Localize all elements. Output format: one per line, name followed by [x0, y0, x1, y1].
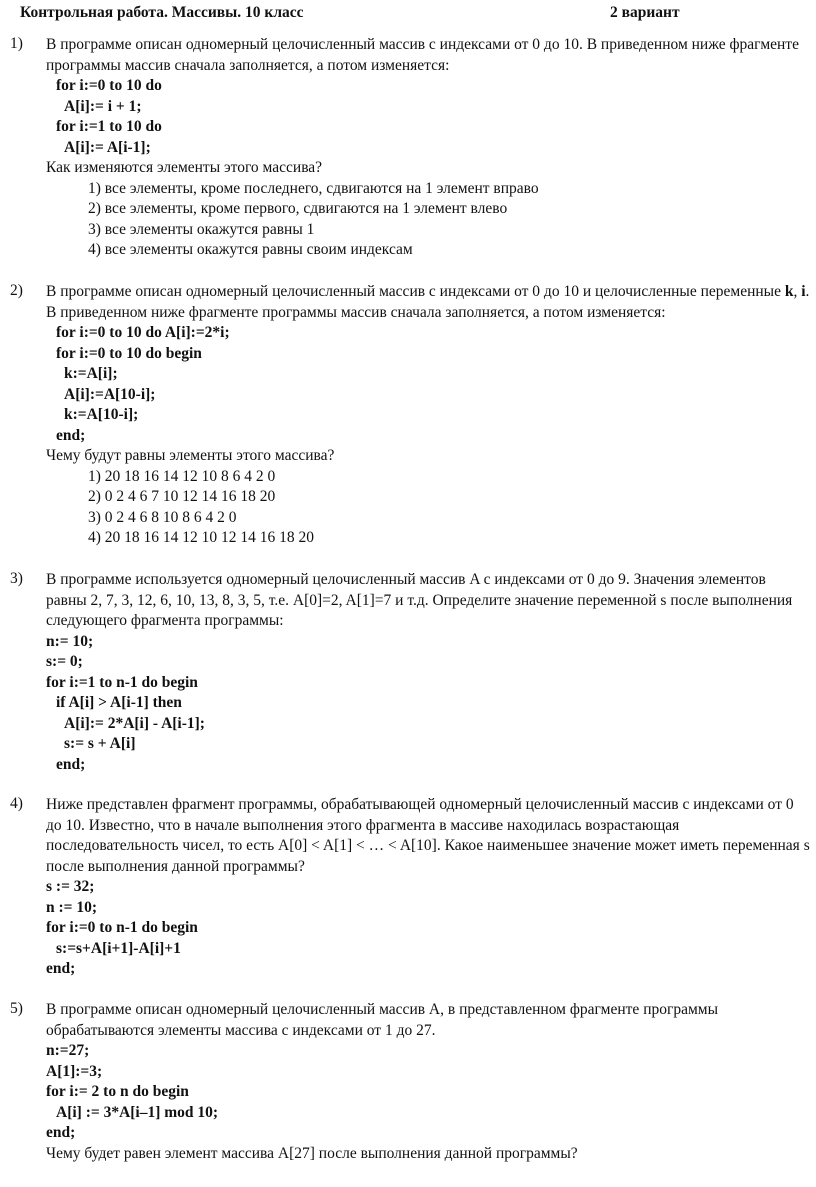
code-line: A[i]:= A[i-1]; [64, 138, 151, 156]
question-number: 5) [10, 1000, 23, 1017]
code-line: for i:=0 to 10 do A[i]:=2*i; [56, 324, 230, 341]
question-prompt: Как изменяются элементы этого массива? [46, 159, 323, 176]
question-text-line: программы массив сначала заполняется, а потом изменяется: [46, 56, 450, 74]
question-text-line: В программе используется одномерный целочисленный массив A с индексами от 0 до 9. Значения элементов [46, 571, 766, 588]
answer-option: 1) 20 18 16 14 12 10 8 6 4 2 0 [88, 467, 276, 485]
answer-option: 4) 20 18 16 14 12 10 12 14 16 18 20 [88, 529, 315, 546]
answer-option: 3) все элементы окажутся равны 1 [88, 220, 315, 238]
question-text-line: до 10. Известно, что в начале выполнения этого фрагмента в массиве находилась возрастающая [46, 816, 680, 834]
code-line: end; [46, 1124, 76, 1141]
code-line: if A[i] > A[i-1] then [56, 694, 182, 711]
question-text-line: В программе описан одномерный целочисленный массив с индексами от 0 до 10 и целочисленные переменные k, i. [46, 283, 810, 300]
answer-option: 1) все элементы, кроме последнего, сдвигаются на 1 элемент вправо [88, 179, 539, 197]
code-line: n:= 10; [46, 632, 94, 650]
code-line: end; [46, 960, 76, 977]
code-line: for i:=0 to n-1 do begin [46, 919, 198, 936]
question-4 [10, 795, 810, 980]
question-5 [10, 1000, 800, 1164]
code-line: for i:=1 to n-1 do begin [46, 673, 198, 691]
question-prompt: Чему будет равен элемент массива A[27] после выполнения данной программы? [46, 1144, 578, 1162]
code-line: A[1]:=3; [46, 1062, 103, 1080]
code-line: for i:=0 to 10 do begin [56, 344, 202, 362]
answer-option: 3) 0 2 4 6 8 10 8 6 4 2 0 [88, 508, 237, 526]
code-line: A[i]:=A[10-i]; [64, 385, 156, 403]
code-line: n := 10; [46, 898, 98, 916]
code-line: s := 32; [46, 878, 95, 895]
question-text-line: следующего фрагмента программы: [46, 612, 284, 629]
question-number: 3) [10, 570, 23, 587]
question-text-line: обрабатываются элементы массива с индексами от 1 до 27. [46, 1021, 436, 1039]
code-line: s:=s+A[i+1]-A[i]+1 [56, 939, 181, 957]
code-line: s:= s + A[i] [64, 735, 136, 752]
code-line: k:=A[i]; [64, 365, 118, 382]
code-line: A[i]:= 2*A[i] - A[i-1]; [64, 714, 205, 732]
question-3 [10, 570, 800, 775]
code-line: A[i] := 3*A[i–1] mod 10; [56, 1103, 219, 1121]
question-text-line: последовательность чисел, то есть A[0] < A[1] < … < A[10]. Какое наименьшее значение может иметь переменная s [46, 837, 810, 854]
question-text-line: В программе описан одномерный целочисленный массив с индексами от 0 до 10. В приведенном ниже фрагменте [46, 36, 799, 53]
answer-option: 4) все элементы окажутся равны своим индексам [88, 241, 413, 258]
question-number: 1) [10, 35, 23, 52]
answer-option: 2) все элементы, кроме первого, сдвигаются на 1 элемент влево [88, 200, 508, 217]
question-text-line: Ниже представлен фрагмент программы, обрабатывающей одномерный целочисленный массив с индексами от 0 [46, 796, 794, 813]
question-number: 4) [10, 795, 23, 812]
variant-label: 2 вариант [610, 4, 680, 21]
code-line: for i:=0 to 10 do [56, 77, 162, 94]
question-text-line: В программе описан одномерный целочисленный массив A, в представленном фрагменте программы [46, 1001, 719, 1018]
question-text-line: равны 2, 7, 3, 12, 6, 10, 13, 8, 3, 5, т.е. A[0]=2, A[1]=7 и т.д. Определите значение переменной s после выполнения [46, 591, 793, 609]
code-line: A[i]:= i + 1; [64, 97, 142, 115]
code-line: for i:= 2 to n do begin [46, 1083, 189, 1100]
question-1 [10, 35, 800, 261]
question-text-line: после выполнения данной программы? [46, 857, 305, 875]
code-line: for i:=1 to 10 do [56, 118, 162, 135]
question-prompt: Чему будут равны элементы этого массива? [46, 447, 335, 464]
worksheet-title: Контрольная работа. Массивы. 10 класс [20, 4, 304, 21]
answer-option: 2) 0 2 4 6 7 10 12 14 16 18 20 [88, 488, 276, 505]
code-line: end; [56, 426, 86, 444]
worksheet-header [20, 4, 780, 24]
code-line: end; [56, 755, 86, 773]
code-line: s:= 0; [46, 653, 83, 670]
question-text-line: В приведенном ниже фрагменте программы массив сначала заполняется, а потом изменяется: [46, 303, 666, 321]
question-number: 2) [10, 282, 23, 299]
code-line: k:=A[10-i]; [64, 406, 139, 423]
code-line: n:=27; [46, 1042, 90, 1059]
question-2 [10, 282, 810, 549]
